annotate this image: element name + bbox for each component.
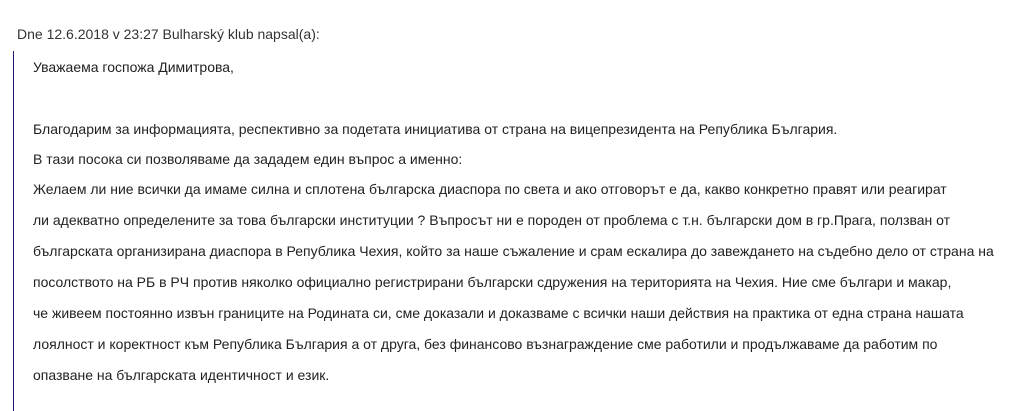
- message-line: лоялност и коректност към Република България а от друга, без финансово възнаграждение сме работили и продължаваме да работим по: [33, 336, 938, 352]
- quote-header: Dne 12.6.2018 v 23:27 Bulharský klub napsal(a):: [17, 26, 320, 42]
- message-line: ли адекватно определените за това български институции ? Въпросът ни е породен от проблема с т.н. български дом в гр.Прага, ползван от: [33, 212, 951, 228]
- message-line: българската организирана диаспора в Република Чехия, който за наше съжаление и срам ескалира до завеждането на съдебно дело от страна на: [33, 243, 994, 259]
- message-line: опазване на българската идентичност и език.: [33, 367, 330, 383]
- greeting-line: Уважаема госпожа Димитрова,: [33, 59, 234, 75]
- quoted-message: [13, 51, 1014, 411]
- message-line: посолството на РБ в РЧ против няколко официално регистрирани български сдружения на територията на Чехия. Ние сме българи и макар,: [33, 274, 952, 290]
- message-line: Желаем ли ние всички да имаме силна и сплотена българска диаспора по света и ако отговорът е да, какво конкретно правят или реагират: [33, 181, 947, 197]
- message-line: Благодарим за информацията, респективно за подетата инициатива от страна на вицепрезидента на Република България.: [33, 121, 838, 137]
- message-line: че живеем постоянно извън границите на Родината си, сме доказали и доказваме с всички наши действия на практика от една страна нашата: [33, 305, 964, 321]
- message-line: В тази посока си позволяваме да зададем един въпрос а именно:: [33, 151, 463, 167]
